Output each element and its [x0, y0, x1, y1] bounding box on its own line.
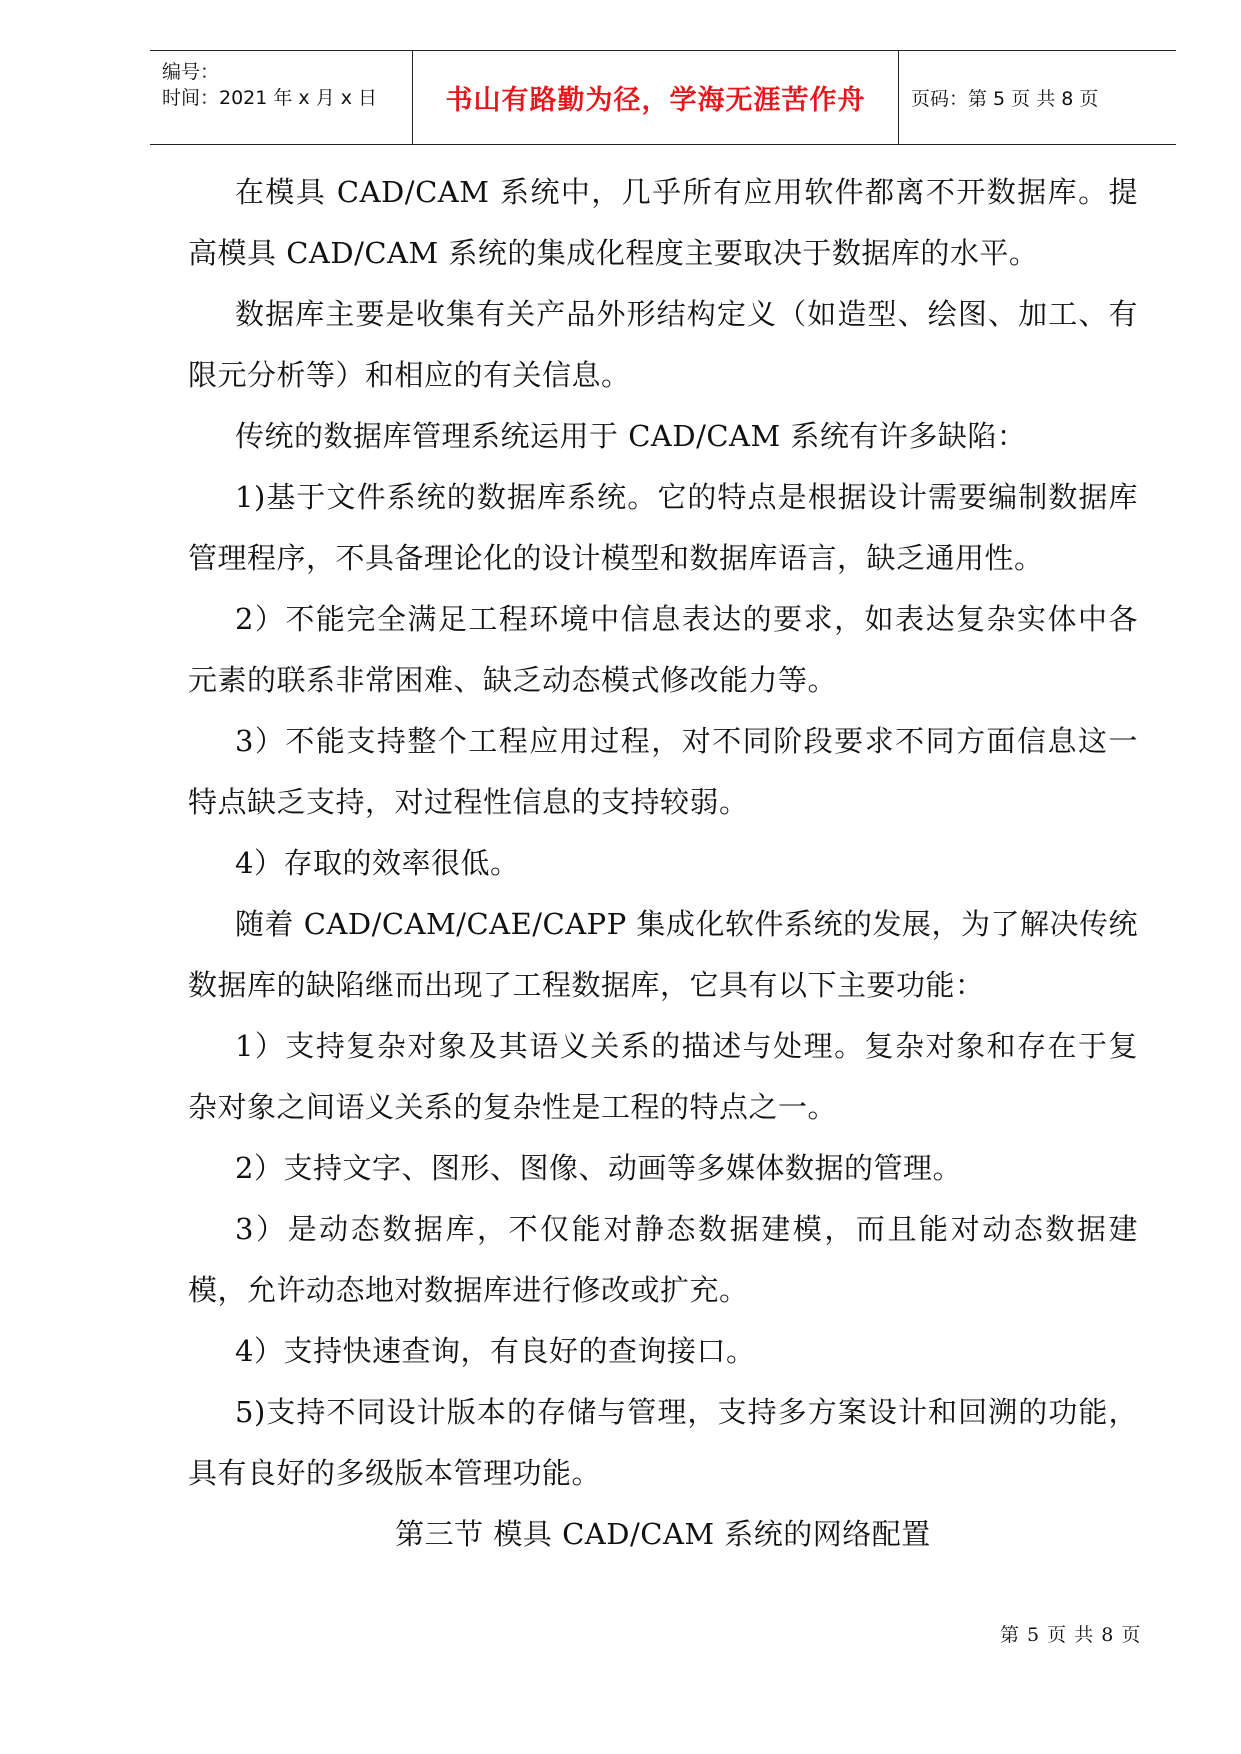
header-motto: 书山有路勤为径，学海无涯苦作舟: [445, 85, 866, 116]
paragraph: 2）不能完全满足工程环境中信息表达的要求，如表达复杂实体中各元素的联系非常困难、缺乏动态模式修改能力等。: [188, 602, 1138, 697]
paragraph: 4）支持快速查询，有良好的查询接口。: [235, 1334, 756, 1368]
paragraph: 2）支持文字、图形、图像、动画等多媒体数据的管理。: [235, 1151, 962, 1185]
header-page-info: 页码：第 5 页 共 8 页: [911, 88, 1099, 110]
header-motto-cell: [412, 51, 899, 144]
page-footer: 第 5 页 共 8 页: [1000, 1624, 1142, 1646]
paragraph: 5)支持不同设计版本的存储与管理，支持多方案设计和回溯的功能，具有良好的多级版本管理功能。: [188, 1395, 1138, 1490]
paragraph: 传统的数据库管理系统运用于 CAD/CAM 系统有许多缺陷：: [235, 419, 1027, 453]
paragraph: 3）是动态数据库，不仅能对静态数据建模，而且能对动态数据建模，允许动态地对数据库进行修改或扩充。: [188, 1212, 1138, 1307]
paragraph: 1）支持复杂对象及其语义关系的描述与处理。复杂对象和存在于复杂对象之间语义关系的复杂性是工程的特点之一。: [188, 1029, 1138, 1124]
document-number-label: 编号：: [162, 61, 220, 83]
header-page-info-cell: [899, 51, 1176, 144]
page-header: [150, 50, 1176, 145]
paragraph: 随着 CAD/CAM/CAE/CAPP 集成化软件系统的发展，为了解决传统数据库的缺陷继而出现了工程数据库，它具有以下主要功能：: [188, 907, 1138, 1002]
paragraph: 4）存取的效率很低。: [235, 846, 520, 880]
section-heading: 第三节 模具 CAD/CAM 系统的网络配置: [395, 1517, 931, 1551]
document-body: [188, 162, 1138, 1565]
paragraph: 1)基于文件系统的数据库系统。它的特点是根据设计需要编制数据库管理程序，不具备理论化的设计模型和数据库语言，缺乏通用性。: [188, 480, 1138, 575]
paragraph: 3）不能支持整个工程应用过程，对不同阶段要求不同方面信息这一特点缺乏支持，对过程性信息的支持较弱。: [188, 724, 1138, 819]
paragraph: 数据库主要是收集有关产品外形结构定义（如造型、绘图、加工、有限元分析等）和相应的有关信息。: [188, 297, 1138, 392]
document-time-label: 时间：2021 年 x 月 x 日: [162, 87, 378, 109]
paragraph: 在模具 CAD/CAM 系统中，几乎所有应用软件都离不开数据库。提高模具 CAD/CAM 系统的集成化程度主要取决于数据库的水平。: [188, 175, 1138, 270]
header-meta: [150, 51, 412, 144]
